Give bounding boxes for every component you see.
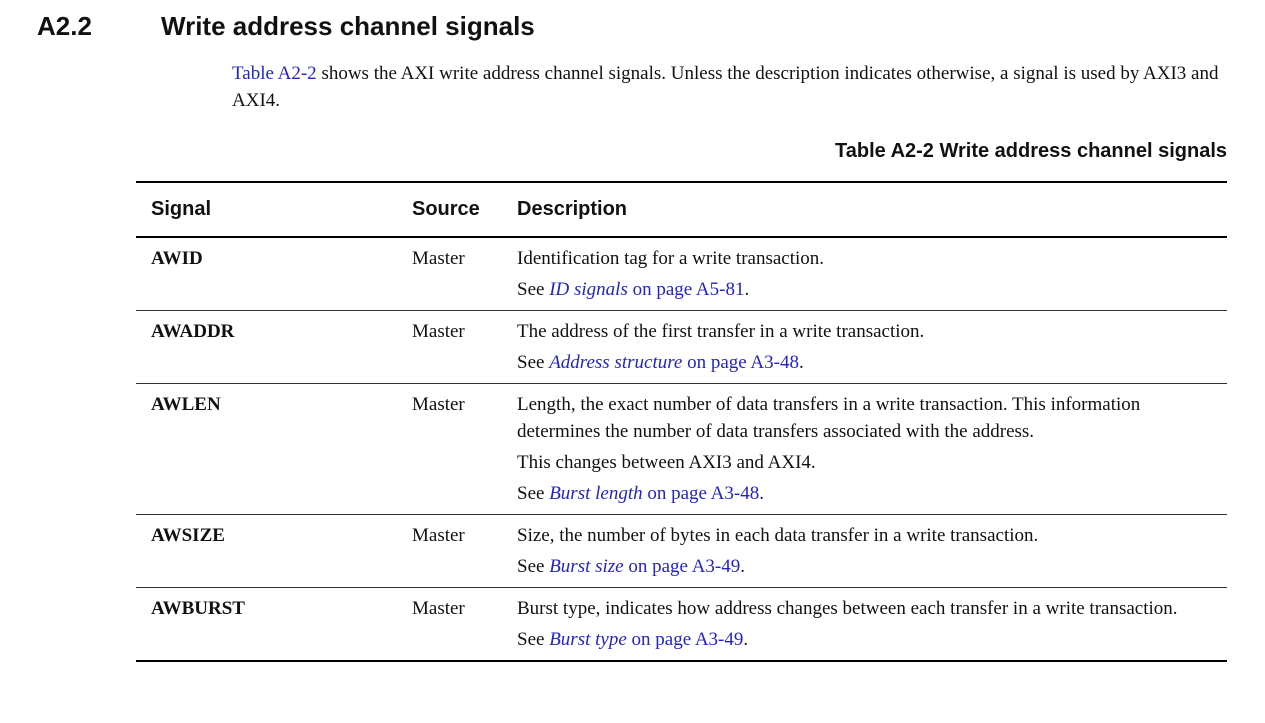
section-title: Write address channel signals xyxy=(161,10,535,41)
table-row xyxy=(136,237,1227,311)
description-paragraph: This changes between AXI3 and AXI4. xyxy=(517,452,816,473)
see-end: . xyxy=(744,279,750,300)
see-reference xyxy=(517,480,1217,507)
table-reference-link[interactable]: Table A2-2 xyxy=(232,63,317,84)
see-prefix: See xyxy=(517,279,550,300)
page-reference-link[interactable]: on page A5-81 xyxy=(627,279,745,300)
see-prefix: See xyxy=(517,352,550,373)
see-reference xyxy=(517,553,1217,580)
cross-reference-link[interactable]: Burst size xyxy=(549,556,624,577)
header-signal: Signal xyxy=(136,182,412,237)
table-row xyxy=(136,515,1227,588)
signal-description xyxy=(517,515,1227,588)
signal-description xyxy=(517,311,1227,384)
see-end: . xyxy=(743,629,749,650)
description-paragraph: The address of the first transfer in a write transaction. xyxy=(517,321,925,342)
see-end: . xyxy=(798,352,804,373)
signal-name: AWSIZE xyxy=(136,515,412,588)
table-row xyxy=(136,384,1227,515)
see-reference xyxy=(517,349,1217,376)
see-prefix: See xyxy=(517,483,550,504)
cross-reference-link[interactable]: Address structure xyxy=(549,352,683,373)
table-row xyxy=(136,588,1227,662)
page-reference-link[interactable]: on page A3-48 xyxy=(682,352,799,373)
signal-description xyxy=(517,237,1227,311)
see-end: . xyxy=(740,556,745,577)
intro-paragraph xyxy=(232,60,1232,114)
table-row xyxy=(136,311,1227,384)
section-number: A2.2 xyxy=(37,10,92,41)
see-reference xyxy=(517,276,1217,303)
description-paragraph: Size, the number of bytes in each data transfer in a write transaction. xyxy=(517,525,1039,546)
table-caption: Table A2-2 Write address channel signals xyxy=(835,140,1227,162)
table-body xyxy=(136,237,1227,661)
see-prefix: See xyxy=(517,556,550,577)
description-paragraph: Identification tag for a write transaction. xyxy=(517,248,825,269)
page-reference-link[interactable]: on page A3-49 xyxy=(626,629,744,650)
header-description: Description xyxy=(517,182,1227,237)
cross-reference-link[interactable]: Burst type xyxy=(549,629,627,650)
header-source: Source xyxy=(412,182,517,237)
signal-description xyxy=(517,588,1227,662)
signal-name: AWLEN xyxy=(136,384,412,515)
page-reference-link[interactable]: on page A3-49 xyxy=(623,556,741,577)
see-end: . xyxy=(759,483,764,504)
signal-source: Master xyxy=(412,237,517,311)
see-reference xyxy=(517,626,1217,653)
signal-source: Master xyxy=(412,598,465,619)
signal-name: AWID xyxy=(136,237,412,311)
signal-source: Master xyxy=(412,515,517,588)
signals-table xyxy=(136,181,1227,662)
table-header-row xyxy=(136,182,1227,237)
cross-reference-link[interactable]: ID signals xyxy=(549,279,628,300)
signal-description xyxy=(517,384,1227,515)
description-paragraph: Burst type, indicates how address changes between each transfer in a write transaction. xyxy=(517,598,1178,619)
intro-text: shows the AXI write address channel signals. Unless the description indicates otherwise, a signal is used by AXI3 and AXI4. xyxy=(232,63,1219,111)
signal-source: Master xyxy=(412,311,517,384)
page-reference-link[interactable]: on page A3-48 xyxy=(642,483,760,504)
signal-name: AWADDR xyxy=(136,311,412,384)
description-paragraph: Length, the exact number of data transfers in a write transaction. This information determines the number of data transfers associated with the address. xyxy=(517,394,1141,442)
signal-source: Master xyxy=(412,384,517,515)
see-prefix: See xyxy=(517,629,550,650)
signal-name: AWBURST xyxy=(151,598,245,619)
cross-reference-link[interactable]: Burst length xyxy=(549,483,643,504)
section-heading xyxy=(37,8,535,44)
